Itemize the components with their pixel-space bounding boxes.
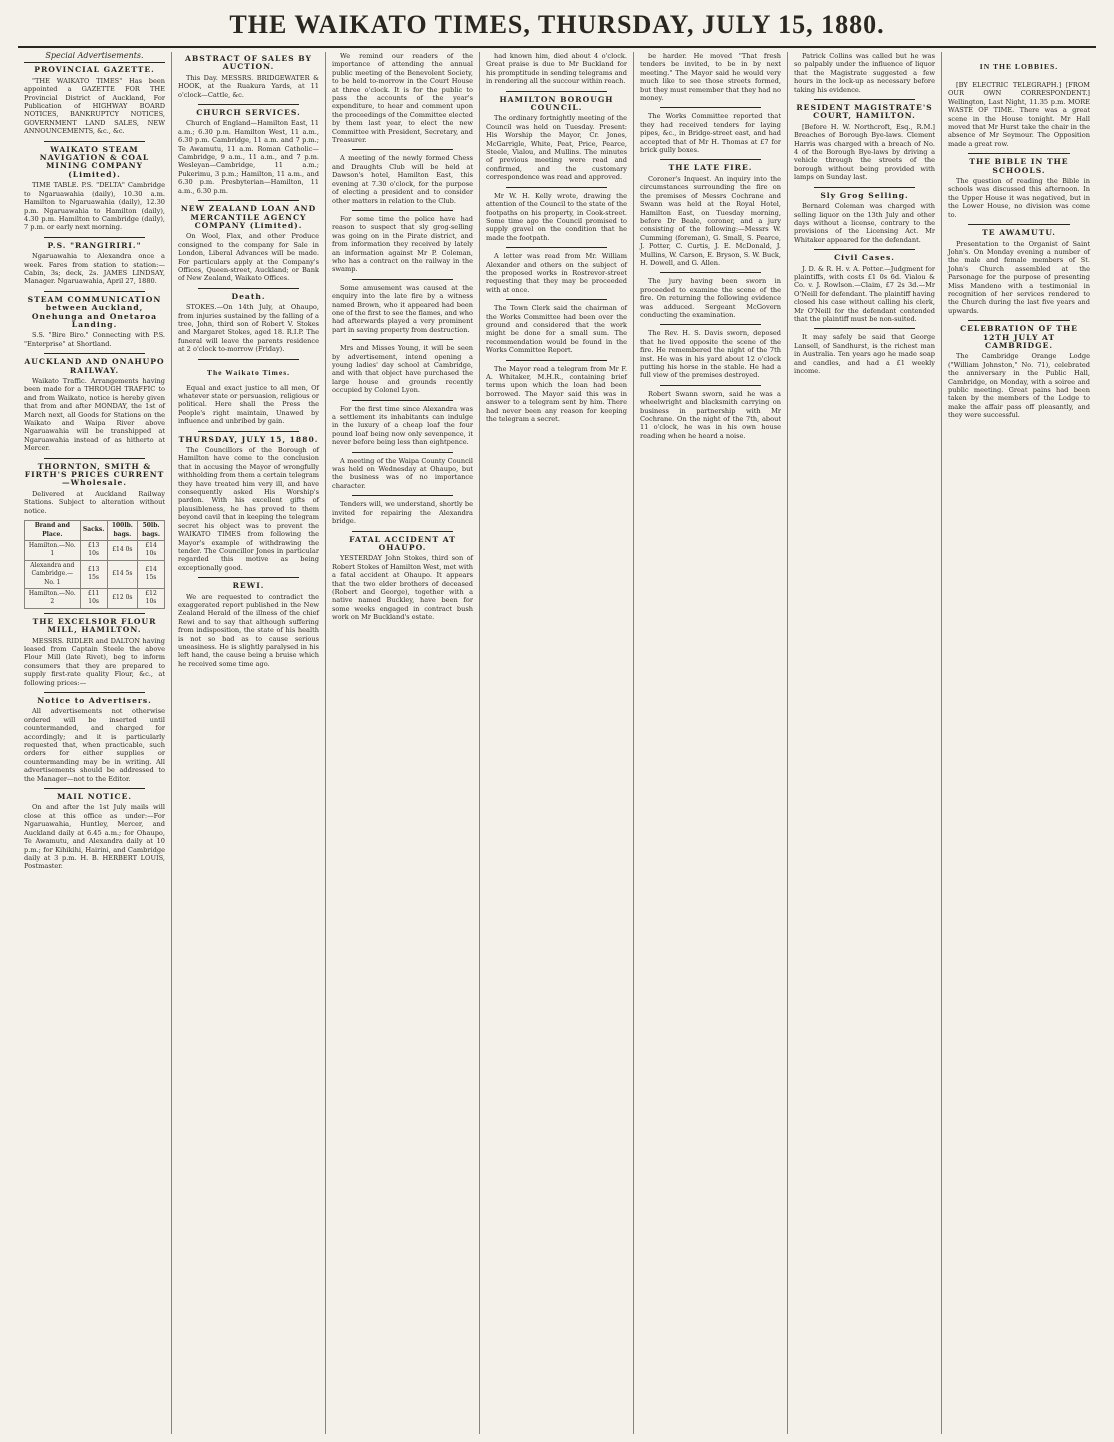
- divider: [198, 359, 299, 360]
- article-body: S.S. "Bire Biro." Connecting with P.S. "Enterprise" at Shortland.: [24, 331, 165, 348]
- divider: [506, 91, 607, 92]
- article-body: Equal and exact justice to all men, Of whatever state or persuasion, religious or political. Here shall the Press the People's right maintain, Unawed by influence and unbribed by gain.: [178, 383, 319, 426]
- table-cell: £14 0s: [107, 540, 137, 560]
- article-heading: P.S. "RANGIRIRI.": [47, 240, 142, 250]
- article: [948, 55, 1090, 148]
- article-body: For some time the police have had reason to suspect that sly grog-selling was going on in the Pirate district, and from information they received by lately an information against Mr P. Coleman, who has a contract on the railway in the swamp.: [332, 214, 473, 274]
- article-heading: CELEBRATION OF THE 12TH JULY AT CAMBRIDGE.: [960, 324, 1078, 350]
- article-heading: FATAL ACCIDENT AT OHAUPO.: [349, 534, 456, 552]
- divider: [660, 272, 761, 273]
- article: [178, 364, 319, 426]
- article-body: Ngaruawahia to Alexandra once a week. Fares from station to station:—Cabin, 3s; deck, 2s. JAMES LINDSAY, Manager. Ngaruawahia, April 27, 1880.: [24, 252, 165, 286]
- divider: [352, 279, 453, 280]
- divider: [352, 149, 453, 150]
- article-body: We are requested to contradict the exaggerated report published in the New Zealand Herald of the illness of the chief Rewi and to say that although suffering from indisposition, the state of his health is not so bad as to cause serious uneasiness. He is slightly paralysed in his left hand, the cause being a bruise which he received some time ago.: [178, 592, 319, 668]
- article: [486, 365, 627, 424]
- article-body: On and after the 1st July mails will close at this office as under:—For Ngaruawahia, Huntley, Mercer, and Auckland daily at 6.45 a.m.; for Ohaupo, Te Awamutu, and Alexandra daily at 10 p.m.; for Kihikihi, Hairini, and Cambridge daily at 3 p.m. H. B. HERBERT LOUIS, Postmaster.: [24, 803, 165, 871]
- article: [794, 192, 935, 244]
- article: [24, 358, 165, 452]
- article: [948, 158, 1090, 219]
- article-body: The jury having been sworn in proceeded to examine the scene of the fire. On returning the following evidence was adduced. Sergeant McGovern conducting the examination.: [640, 277, 781, 319]
- article-body: [Before H. W. Northcroft, Esq., R.M.] Breaches of Borough Bye-laws. Clement Harris was charged with a breach of No. 4 of the Borough Bye-laws by driving a vehicle through the streets of the borough without being provided with lamps on Sunday last.: [794, 122, 935, 182]
- article: [332, 154, 473, 204]
- article: [24, 66, 165, 135]
- column-2: [172, 52, 326, 1434]
- article-body: A meeting of the Waipa County Council was held on Wednesday at Ohaupo, but the business was of no importance character.: [332, 456, 473, 490]
- table-header: Brand and Place.: [25, 521, 81, 541]
- article: [640, 112, 781, 154]
- article-body: TIME TABLE. P.S. "DELTA" Cambridge to Ngaruawahia (daily), 10.30 a.m. Hamilton to Ngaruawahia (daily), 12.30 p.m. Ngaruawahia to Hamilton (daily), 4.30 p.m. Hamilton to Cambridge (daily), 7 p.m. or early next morning.: [24, 181, 165, 232]
- divider: [44, 613, 145, 614]
- article: [486, 192, 627, 242]
- article: [24, 146, 165, 232]
- article: [24, 793, 165, 871]
- article: [178, 582, 319, 668]
- article-body: On Wool, Flax, and other Produce consigned to the company for Sale in London, Liberal Advances will be made. For particulars apply at the Company's Offices, Queen-street, Auckland; or Bank of New Zealand, Waikato Offices.: [178, 232, 319, 283]
- article-body: Tenders will, we understand, shortly be invited for repairing the Alexandra bridge.: [332, 500, 473, 526]
- article-body: Waikato Traffic. Arrangements having been made for a THROUGH TRAFFIC to and from Waikato, notice is hereby given that from and after MONDAY, the 1st of March next, all Goods for Stations on the Waikato and Waipa River above Ngaruawahia will be transhipped at Ngaruawahia instead of as hitherto at Mercer.: [24, 377, 165, 453]
- article: [24, 463, 165, 515]
- article-heading: IN THE LOBBIES.: [979, 62, 1059, 71]
- table-cell: Alexandra and Cambridge.—No. 1: [25, 560, 81, 588]
- table-cell: £14 5s: [107, 560, 137, 588]
- article-body: The Cambridge Orange Lodge ("William Johnston," No. 71), celebrated the anniversary in the Public Hall, Cambridge, on Monday, with a soiree and public meeting. Great pains had been taken by the members of the Lodge to make the affair pass off pleasantly, and they were successful.: [948, 352, 1090, 420]
- divider: [352, 495, 453, 496]
- table-row: [25, 540, 165, 560]
- article-heading: Notice to Advertisers.: [37, 696, 152, 705]
- price-table: [24, 520, 165, 609]
- divider: [352, 400, 453, 401]
- divider: [506, 360, 607, 361]
- column-7: [942, 52, 1096, 1434]
- article: [948, 229, 1090, 315]
- table-cell: £14 10s: [138, 540, 165, 560]
- article: [640, 52, 781, 102]
- divider: [352, 339, 453, 340]
- masthead: [18, 4, 1096, 48]
- divider: [198, 288, 299, 289]
- article: [178, 293, 319, 354]
- article: [24, 618, 165, 687]
- divider: [44, 458, 145, 459]
- table-header: 100lb. bags.: [107, 521, 137, 541]
- newspaper-title: THE WAIKATO TIMES, THURSDAY, JULY 15, 1880.: [229, 10, 885, 39]
- article-body: The question of reading the Bible in schools was discussed this afternoon. In the Upper House it was negatived, but in the Lower House, no division was come to.: [948, 177, 1090, 219]
- divider: [198, 577, 299, 578]
- article: [332, 536, 473, 622]
- article-heading: Sly Grog Selling.: [820, 190, 909, 200]
- article-body: The Councillors of the Borough of Hamilton have come to the conclusion that in accusing the Mayor of wrongfully withholding from them a certain telegram they have treated him very ill, and have consequently asked His Worship's pardon. With his excellent gifts of plausibleness, he has proved to them beyond cavil that in keeping the telegram secret his object was to prevent the WAIKATO TIMES from following the Mayor's example of withdrawing the tender. The Councillor Jones in particular regarded this motive as being exceptionally good.: [178, 446, 319, 572]
- table-cell: £14 15s: [138, 560, 165, 588]
- article-body: A letter was read from Mr. William Alexander and others on the subject of the proposed works in Rostrevor-street requesting that they may be proceeded with at once.: [486, 252, 627, 294]
- divider: [44, 788, 145, 789]
- article: [332, 457, 473, 491]
- article-body: Delivered at Auckland Railway Stations. Subject to alteration without notice.: [24, 489, 165, 515]
- article: [640, 164, 781, 267]
- article: [794, 333, 935, 375]
- divider: [198, 200, 299, 201]
- article: [486, 304, 627, 354]
- table-cell: £13 15s: [80, 560, 107, 588]
- column-4: [480, 52, 634, 1434]
- article-body: The Mayor read a telegram from Mr F. A. Whitaker, M.H.R., containing brief terms upon which the loan had been borrowed. The Mayor said this was in answer to a telegram sent by him. There had never been any reason for keeping the telegram a secret.: [486, 364, 627, 424]
- divider: [814, 187, 915, 188]
- article-heading: Death.: [231, 291, 266, 301]
- table-cell: Hamilton.—No. 2: [25, 588, 81, 608]
- article-body: The Rev. H. S. Davis sworn, deposed that he lived opposite the scene of the fire. He remembered the night of the 7th inst. He was in his yard about 12 o'clock putting his horse in the stable. He had a full view of the premises destroyed.: [640, 329, 781, 380]
- article-body: The Works Committee reported that they had received tenders for laying pipes, &c., in Bridge-street east, and had accepted that of Mr H. Thomas at £7 for brick gully boxes.: [640, 112, 781, 155]
- article-body: A meeting of the newly formed Chess and Draughts Club will be held at Dawson's hotel, Hamilton East, this evening at 7.30 o'clock, for the purpose of electing a president and to consider other matters in relation to the Club.: [332, 154, 473, 205]
- article: [24, 296, 165, 348]
- article: [178, 436, 319, 573]
- article: [332, 405, 473, 447]
- divider: [814, 249, 915, 250]
- article-body: We remind our readers of the importance of attending the annual public meeting of the Benevolent Society, to be held to-morrow in the Court House at three o'clock. It is for the public to pass the accounts of the year's expenditure, to hear and comment upon the proceedings of the Committee elected by them last year, to elect the new Committee with President, Secretary, and Treasurer.: [332, 52, 473, 145]
- article-body: STOKES.—On 14th July, at Ohaupo, from injuries sustained by the falling of a tree, John, third son of Robert V. Stokes and Margaret Stokes, aged 18. R.I.P. The funeral will leave the parents residence at 2 o'clock to-morrow (Friday).: [178, 303, 319, 354]
- article-body: Coroner's Inquest. An inquiry into the circumstances surrounding the fire on the premises of Messrs Cochrane and Swann was held at the Royal Hotel, Hamilton East, on Tuesday morning, before Dr Beale, coroner, and a jury consisting of the following:—Messrs W. Cumming (foreman), G. Small, S. Pearce, J. Potter, C. Curtis, J. E. McDonald, J. Mullins, W. Carson, E. Bryson, S. W. Buck, H. Dowell, and G. Allen.: [640, 174, 781, 267]
- article: [486, 96, 627, 182]
- page-columns: [18, 52, 1096, 1434]
- table-cell: £11 10s: [80, 588, 107, 608]
- article-body: All advertisements not otherwise ordered will be inserted until countermanded, and charged for accordingly; and it is particularly requested that, when practicable, such orders for either supplies or countermanding may be in writing. All advertisements should be addressed to the Manager—not to the Editor.: [24, 707, 165, 783]
- divider: [352, 531, 453, 532]
- article-body: YESTERDAY John Stokes, third son of Robert Stokes of Hamilton West, met with a fatal accident at Ohaupo. It appears that the two elder brothers of deceased (Robert and George), together with a native named Buckley, have been for some weeks engaged in contract bush work on Mr Buckland's estate.: [332, 554, 474, 622]
- article: [640, 277, 781, 319]
- divider: [506, 299, 607, 300]
- article-heading: THE EXCELSIOR FLOUR MILL, HAMILTON.: [32, 616, 157, 635]
- divider: [352, 452, 453, 453]
- article-body: J. D. & R. H. v. A. Potter.—Judgment for plaintiffs, with costs £1 0s 6d. Vialou & Co. v. J. Rowlson.—Claim, £7 2s 3d.—Mr O'Neill for defendant. The plaintiff having closed his case without calling his clerk, Mr O'Neill for the defendant contended that the plaintiff must be non-suited.: [794, 264, 935, 323]
- article-body: had known him, died about 4 o'clock. Great praise is due to Mr Buckland for his promptitude in sending telegrams and in rendering all the succour within reach.: [486, 52, 627, 86]
- article: [486, 52, 627, 86]
- article-heading: WAIKATO STEAM NAVIGATION & COAL MINING COMPANY (Limited).: [39, 144, 150, 179]
- article: [640, 390, 781, 440]
- divider: [968, 224, 1070, 225]
- divider: [660, 159, 761, 160]
- article-heading: TE AWAMUTU.: [982, 228, 1056, 238]
- article: [332, 500, 473, 525]
- article-body: Presentation to the Organist of Saint John's. On Monday evening a number of the male and female members of St. John's Church assembled at the Parsonage for the purpose of presenting Miss Mandeno with a testimonial in recognition of her services rendered to the Church during the last five years and upwards.: [948, 239, 1090, 315]
- divider: [44, 353, 145, 354]
- divider: [44, 237, 145, 238]
- article-heading: PROVINCIAL GAZETTE.: [34, 65, 155, 75]
- article-body: [BY ELECTRIC TELEGRAPH.] [FROM OUR OWN CORRESPONDENT.] Wellington, Last Night, 11.35 p.m. MORE WASTE OF TIME. There was a great scene in the House tonight. Mr Hall moved that Mr Hurst take the chair in the absence of Mr Seymour. The Opposition made a great row.: [948, 81, 1090, 148]
- article: [178, 55, 319, 99]
- divider: [198, 104, 299, 105]
- article-body: The Town Clerk said the chairman of the Works Committee had been over the ground and considered that the work might be done for a small sum. The recommendation would be found in the Works Committee Report.: [486, 304, 627, 355]
- article-body: MESSRS. RIDLER and DALTON having leased from Captain Steele the above Flour Mill (late Rivet), beg to inform consumers that they are prepared to supply first-rate quality Flour, &c., at following prices:—: [24, 636, 165, 687]
- divider: [814, 328, 915, 329]
- article-body: This Day. MESSRS. BRIDGEWATER & HOOK, at the Ruakura Yards, at 11 o'clock—Cattle, &c.: [178, 73, 319, 99]
- article-body: Robert Swann sworn, said he was a wheelwright and blacksmith carrying on business in partnership with Mr Cochrane. On the night of the 7th, about 11 o'clock, he was in his own house reading when he heard a noise.: [640, 389, 781, 440]
- article-heading: THE LATE FIRE.: [668, 163, 753, 173]
- table-cell: £13 10s: [80, 540, 107, 560]
- article-heading: AUCKLAND AND ONAHUPO RAILWAY.: [24, 357, 165, 375]
- table-cell: £12 10s: [138, 588, 165, 608]
- article: [332, 344, 473, 394]
- article: [178, 109, 319, 195]
- article-heading: ABSTRACT OF SALES BY AUCTION.: [185, 54, 312, 72]
- article: [794, 52, 935, 94]
- article-heading: THORNTON, SMITH & FIRTH'S PRICES CURRENT—Wholesale.: [24, 461, 165, 488]
- divider: [660, 324, 761, 325]
- table-row: [25, 560, 165, 588]
- divider: [352, 210, 453, 211]
- column-6: [788, 52, 942, 1434]
- table-header: Sacks.: [80, 521, 107, 541]
- table-cell: Hamilton.—No. 1: [25, 540, 81, 560]
- article-heading: STEAM COMMUNICATION between Auckland, Onehunga and Onetaroa Landing.: [27, 294, 162, 329]
- article: [24, 697, 165, 783]
- article-heading: Civil Cases.: [834, 253, 895, 263]
- article-heading: RESIDENT MAGISTRATE'S COURT, HAMILTON.: [796, 103, 933, 121]
- column-label: Special Advertisements.: [24, 52, 165, 63]
- column-5: [634, 52, 788, 1434]
- divider: [506, 247, 607, 248]
- divider: [968, 320, 1070, 321]
- article: [332, 215, 473, 274]
- article: [948, 325, 1090, 419]
- article-body: Some amusement was caused at the enquiry into the late fire by a witness named Brown, who it appeared had been one of the first to see the flames, and who had afterwards played a very prominent part in saving property from destruction.: [332, 283, 473, 334]
- article-body: Mr W. H. Kelly wrote, drawing the attention of the Council to the state of the footpaths on his property, in Cook-street. Some time ago the Council promised to supply gravel on the condition that he made the footpath.: [486, 191, 627, 242]
- article-body: It may safely be said that George Lansell, of Sandhurst, is the richest man in Australia. Ten years ago he made soap and candles, and had a £1 weekly income.: [794, 333, 935, 375]
- article-heading: The Waikato Times.: [206, 367, 291, 377]
- article-heading: THURSDAY, JULY 15, 1880.: [178, 434, 319, 444]
- table-header: 50lb. bags.: [138, 521, 165, 541]
- article: [486, 252, 627, 294]
- article: [794, 254, 935, 323]
- article: [794, 104, 935, 182]
- article-body: be harder. He moved "That fresh tenders be invited, to be in by next meeting." The Mayor said he would very much like to see those streets formed, but they must remember that they had no money.: [640, 52, 781, 103]
- article: [640, 329, 781, 379]
- article: [24, 242, 165, 286]
- divider: [506, 187, 607, 188]
- divider: [44, 141, 145, 142]
- article: [332, 52, 473, 144]
- article-body: Mrs and Misses Young, it will be seen by advertisement, intend opening a young ladies' day school at Cambridge, and with that object have purchased the large house and grounds recently occupied by Colonel Lyon.: [332, 344, 473, 395]
- article-body: For the first time since Alexandra was a settlement its inhabitants can indulge in the luxury of a cheap loaf the four pound loaf being now only sevenpence, it never before being less than eightpence.: [332, 404, 473, 447]
- article: [332, 284, 473, 334]
- article-heading: MAIL NOTICE.: [56, 792, 133, 802]
- article-heading: NEW ZEALAND LOAN AND MERCANTILE AGENCY COMPANY (Limited).: [180, 204, 317, 230]
- article: [178, 205, 319, 283]
- table-cell: £12 0s: [107, 588, 137, 608]
- column-3: [326, 52, 480, 1434]
- article-body: Church of England—Hamilton East, 11 a.m.; 6.30 p.m. Hamilton West, 11 a.m., 6.30 p.m. Cambridge, 11 a.m. and 7 p.m.; Te Awamutu, 11 a.m. Roman Catholic—Cambridge, 9 a.m., 11 a.m., and 7 p.m. Wesleyan—Cambridge, 11 a.m.; Pukerimu, 3 p.m.; Hamilton, 11 a.m., and 6.30 p.m. Presbyterian—Hamilton, 11 a.m., 6.30 p.m.: [178, 119, 319, 195]
- divider: [814, 99, 915, 100]
- divider: [198, 431, 299, 432]
- article-body: Patrick Collins was called but he was so palpably under the influence of liquor that the Magistrate suggested a few hours in the lock-up as necessary before taking his evidence.: [794, 52, 935, 94]
- article-body: The ordinary fortnightly meeting of the Council was held on Tuesday. Present: His Worship the Mayor, Cr. Jones, McGarrigle, White, Peat, Price, Pearce, Steele, Vialou, and Mullins. The minutes of previous meeting were read and confirmed, and the customary correspondence was read and approved.: [486, 114, 627, 182]
- divider: [968, 153, 1070, 154]
- divider: [660, 107, 761, 108]
- article-body: "THE WAIKATO TIMES" Has been appointed a GAZETTE FOR THE Provincial District of Auckland, For Publication of HIGHWAY BOARD NOTICES, BANKRUPTCY NOTICES, GOVERNMENT LAND SALES, NEW ANNOUNCEMENTS, &c., &c.: [24, 76, 165, 136]
- divider: [44, 692, 145, 693]
- article-heading: CHURCH SERVICES.: [196, 108, 301, 118]
- table-row: [25, 588, 165, 608]
- divider: [660, 385, 761, 386]
- article-heading: HAMILTON BOROUGH COUNCIL.: [499, 94, 614, 113]
- article-heading: THE BIBLE IN THE SCHOOLS.: [969, 157, 1069, 175]
- article-body: Bernard Coleman was charged with selling liquor on the 13th July and other days without a license, contrary to the provisions of the Licensing Act. Mr Whitaker appeared for the defendant.: [794, 202, 935, 244]
- divider: [44, 291, 145, 292]
- article-heading: REWI.: [232, 581, 265, 591]
- column-1: [18, 52, 172, 1434]
